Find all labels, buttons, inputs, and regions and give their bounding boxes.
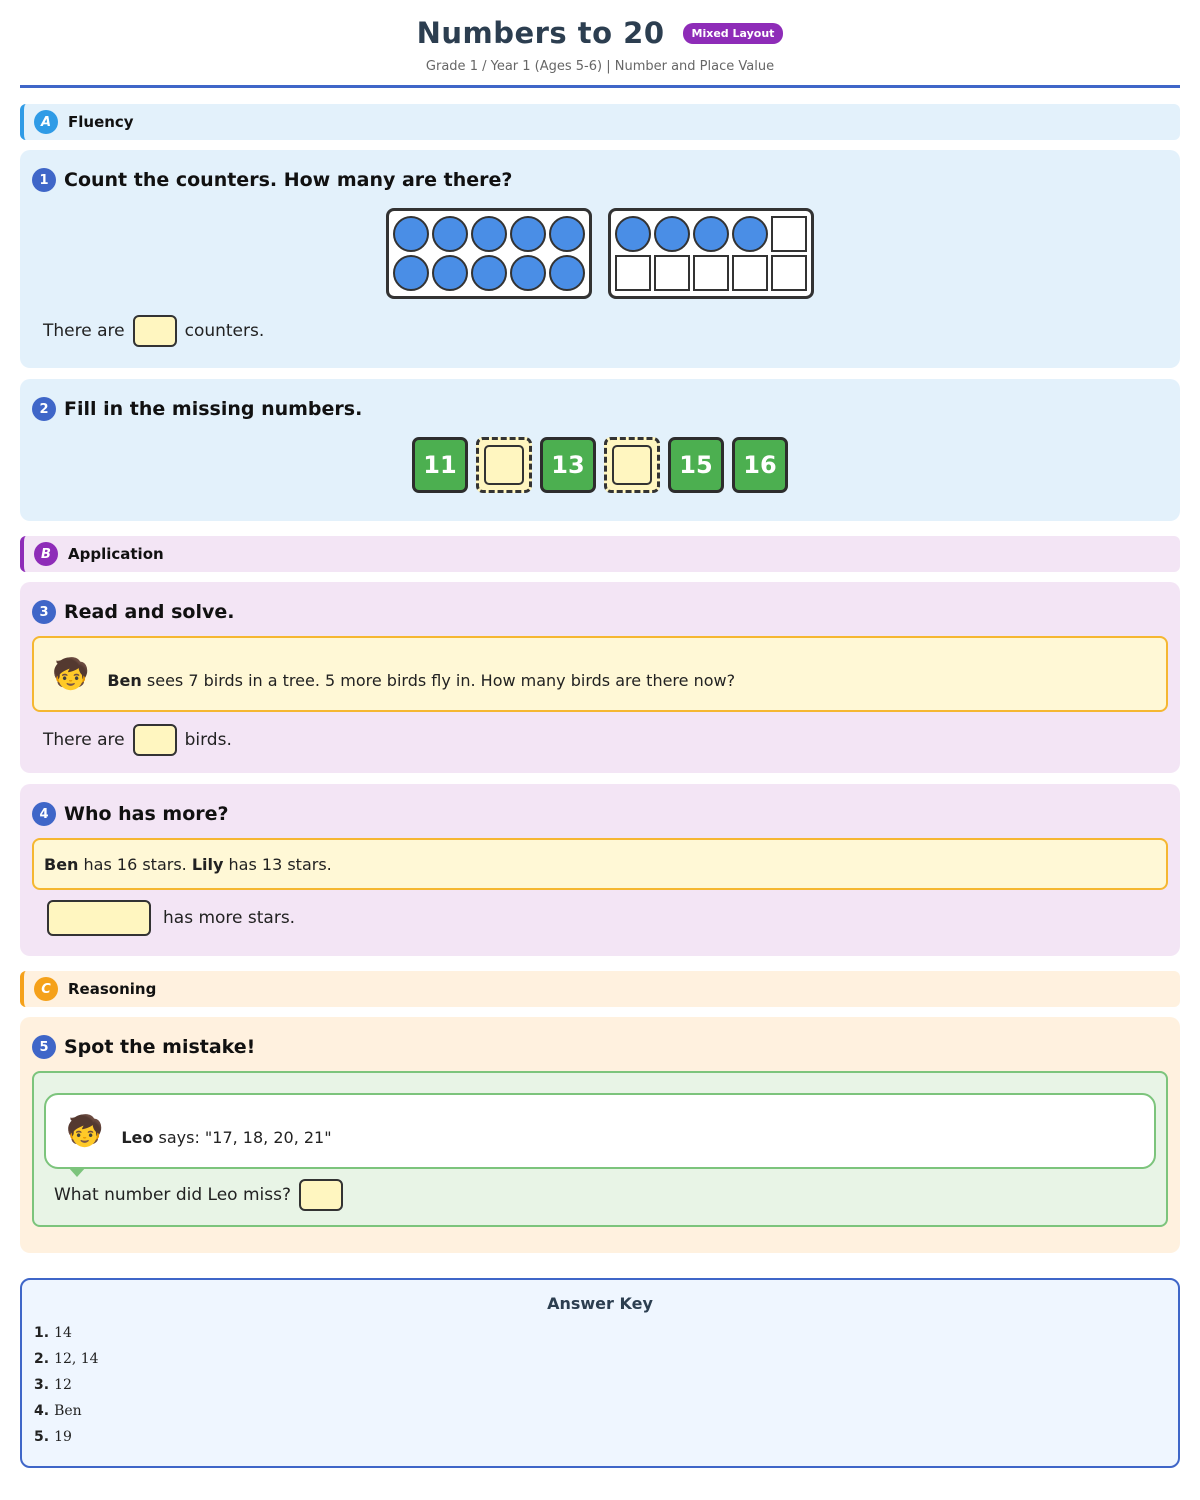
answer-line [32,724,1168,756]
child-face-icon: 🧒 [52,656,90,692]
answer-prefix: There are [43,730,125,750]
answer-key-list [34,1325,1166,1455]
section-a-header [20,104,1180,140]
answer-key-item [34,1403,1166,1429]
counter [432,255,468,291]
comparison-box [32,838,1168,890]
answer-key-value: 19 [54,1429,72,1445]
question-number: 2 [32,397,56,421]
section-title: Reasoning [68,980,157,998]
counter [693,216,729,252]
question-number: 5 [32,1035,56,1059]
empty-cell [771,216,807,252]
answer-line [44,1179,1156,1211]
layout-badge: Mixed Layout [683,23,784,44]
counter [393,255,429,291]
counter [471,255,507,291]
answer-key-number: 5. [34,1429,50,1445]
question-text: Count the counters. How many are there? [64,169,513,191]
number-tile: 15 [668,437,724,493]
question-5-card [20,1017,1180,1253]
speech-bubble [44,1093,1156,1169]
counter [432,216,468,252]
story-box [32,636,1168,712]
ten-frames [32,208,1168,299]
question-3-card [20,582,1180,773]
question-text: Who has more? [64,803,229,825]
counter [471,216,507,252]
answer-box[interactable] [612,445,652,485]
section-letter-icon: C [34,977,58,1001]
question-number: 1 [32,168,56,192]
ten-frame-partial [608,208,814,299]
answer-key-number: 2. [34,1351,50,1367]
counter [510,255,546,291]
empty-cell [615,255,651,291]
empty-cell [654,255,690,291]
section-title: Fluency [68,113,134,131]
ten-frame-full [386,208,592,299]
empty-cell [732,255,768,291]
counter [615,216,651,252]
speech-body: says: "17, 18, 20, 21" [153,1127,332,1147]
answer-key-title: Answer Key [547,1294,653,1313]
answer-box[interactable] [47,900,151,936]
answer-box[interactable] [133,724,177,756]
name-lily: Lily [191,854,224,874]
story-text [107,671,735,690]
empty-cell [693,255,729,291]
answer-suffix: birds. [184,730,232,750]
answer-prompt: What number did Leo miss? [54,1185,291,1205]
section-title: Application [68,545,164,563]
answer-suffix: counters. [184,321,265,341]
missing-number-box[interactable] [604,437,660,493]
section-letter-icon: A [34,110,58,134]
counter [393,216,429,252]
number-sequence [32,437,1168,493]
answer-suffix: has more stars. [163,908,296,928]
statement-lily: has 13 stars. [223,854,332,874]
answer-prefix: There are [43,321,125,341]
answer-key-item [34,1429,1166,1455]
answer-box[interactable] [133,315,177,347]
mistake-box [32,1071,1168,1227]
counter [510,216,546,252]
answer-key-number: 1. [34,1325,50,1341]
speaker-name: Leo [121,1127,154,1147]
answer-key-value: Ben [54,1403,82,1419]
counter [549,255,585,291]
speech-text [121,1128,331,1147]
child-face-icon: 🧒 [66,1113,104,1149]
question-2-card [20,379,1180,521]
answer-key-number: 3. [34,1377,50,1393]
missing-number-box[interactable] [476,437,532,493]
counter [654,216,690,252]
answer-key-value: 14 [54,1325,72,1341]
number-tile: 13 [540,437,596,493]
story-name: Ben [107,670,142,690]
question-text: Fill in the missing numbers. [64,398,363,420]
empty-cell [771,255,807,291]
answer-key-item [34,1377,1166,1403]
answer-box[interactable] [484,445,524,485]
number-tile: 16 [732,437,788,493]
question-number: 4 [32,802,56,826]
question-text: Spot the mistake! [64,1036,256,1058]
answer-line [32,900,1168,936]
story-body: sees 7 birds in a tree. 5 more birds fly in. How many birds are there now? [141,670,736,690]
answer-box[interactable] [299,1179,343,1211]
answer-key-value: 12, 14 [54,1351,99,1367]
name-ben: Ben [44,854,79,874]
worksheet-header [20,0,1180,88]
counter [549,216,585,252]
statement-ben: has 16 stars. [78,854,192,874]
question-1-card [20,150,1180,368]
page-subtitle: Grade 1 / Year 1 (Ages 5-6) | Number and Place Value [425,59,775,74]
question-text: Read and solve. [64,601,235,623]
section-c-header [20,971,1180,1007]
question-4-card [20,784,1180,956]
number-tile: 11 [412,437,468,493]
section-b-header [20,536,1180,572]
question-number: 3 [32,600,56,624]
section-letter-icon: B [34,542,58,566]
answer-key-value: 12 [54,1377,72,1393]
counter [732,216,768,252]
answer-key-item [34,1325,1166,1351]
page-title: Numbers to 20 [416,16,665,50]
answer-key [20,1278,1180,1468]
answer-key-number: 4. [34,1403,50,1419]
answer-key-item [34,1351,1166,1377]
answer-line [32,315,1168,347]
